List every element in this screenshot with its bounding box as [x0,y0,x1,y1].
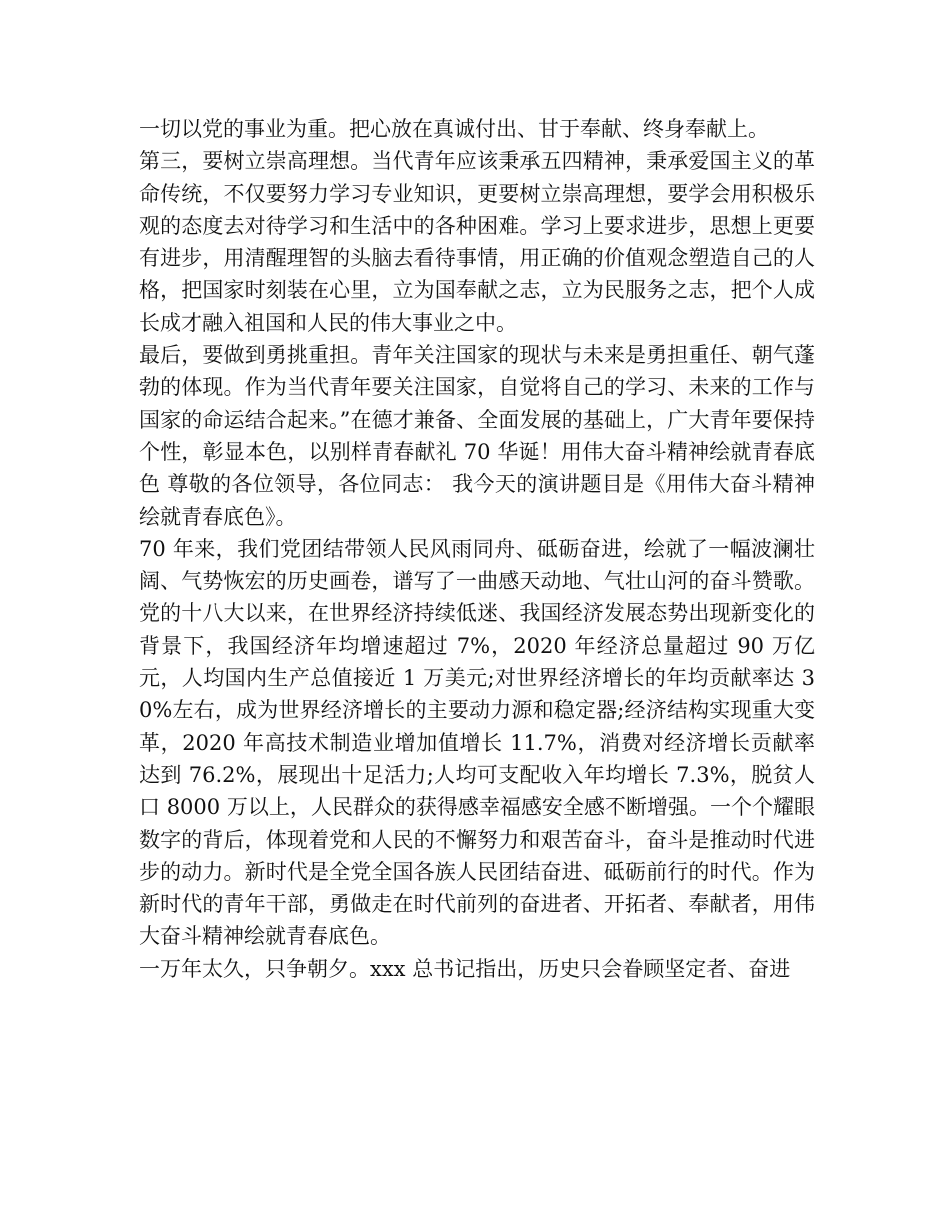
paragraph-lofty-ideals-end: 一切以党的事业为重。把心放在真诚付出、甘于奉献、终身奉献上。 [139,117,769,141]
document-body [139,113,815,985]
paragraph-final-point: 最后，要做到勇挑重担。青年关注国家的现状与未来是勇担重任、朝气蓬勃的体现。作为当代青年要关注国家，自觉将自己的学习、未来的工作与国家的命运结合起来。”在德才兼备、全面发展的基础上，广大青年要保持个性，彰显本色，以别样青春献礼 70 华诞！用伟大奋斗精神绘就青春底色 尊敬的各位领导，各位同志： 我今天的演讲题目是《用伟大奋斗精神绘就青春底色》。 [139,343,815,529]
paragraph-seize-the-day: 一万年太久，只争朝夕。xxx 总书记指出，历史只会眷顾坚定者、奋进 [139,956,791,981]
paragraph-seventy-years: 70 年来，我们党团结带领人民风雨同舟、砥砺奋进，绘就了一幅波澜壮阔、气势恢宏的历史画卷，谱写了一曲感天动地、气壮山河的奋斗赞歌。党的十八大以来，在世界经济持续低迷、我国经济发展态势出现新变化的背景下，我国经济年均增速超过 7%，2020 年经济总量超过 90 万亿元，人均国内生产总值接近 1 万美元;对世界经济增长的年均贡献率达 30%左右，成为世界经济增长的主要动力源和稳定器;经济结构实现重大变革，2020 年高技术制造业增加值增长 11.7%，消费对经济增长贡献率达到 76.2%，展现出十足活力;人均可支配收入年均增长 7.3%，脱贫人口 8000 万以上，人民群众的获得感幸福感安全感不断增强。一个个耀眼数字的背后，体现着党和人民的不懈努力和艰苦奋斗，奋斗是推动时代进步的动力。新时代是全党全国各族人民团结奋进、砥砺前行的时代。作为新时代的青年干部，勇做走在时代前列的奋进者、开拓者、奉献者，用伟大奋斗精神绘就青春底色。 [139,536,815,949]
paragraph-third-point: 第三，要树立崇高理想。当代青年应该秉承五四精神，秉承爱国主义的革命传统，不仅要努力学习专业知识，更要树立崇高理想，要学会用积极乐观的态度去对待学习和生活中的各种困难。学习上要求进步，思想上更要有进步，用清醒理智的头脑去看待事情，用正确的价值观念塑造自己的人格，把国家时刻装在心里，立为国奉献之志，立为民服务之志，把个人成长成才融入祖国和人民的伟大事业之中。 [139,149,815,335]
